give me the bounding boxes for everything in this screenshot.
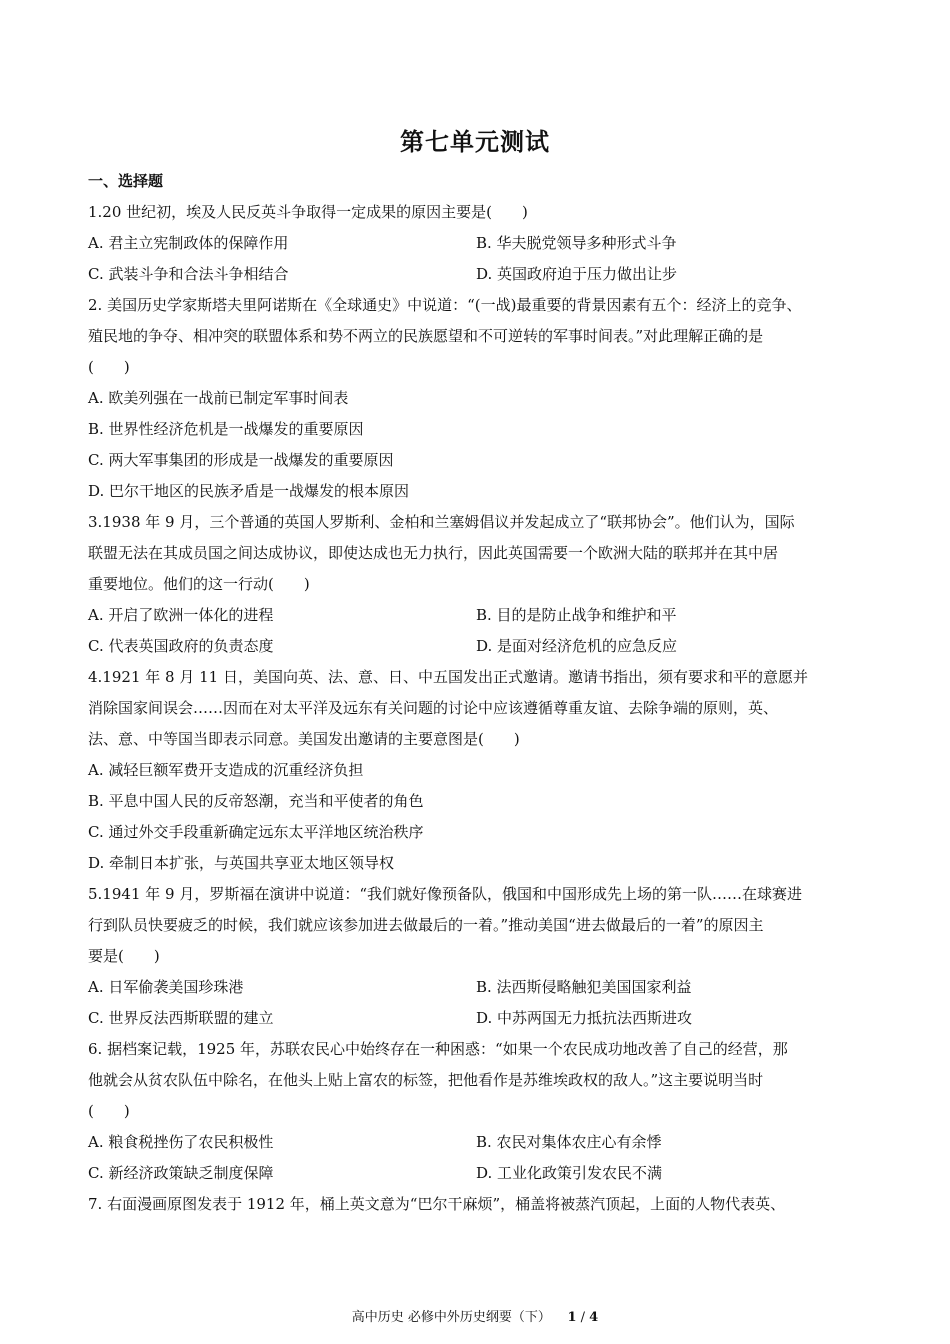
option-a: A. 开启了欧洲一体化的进程 <box>88 606 274 624</box>
option-d: D. 英国政府迫于压力做出让步 <box>476 265 678 283</box>
option-b: B. 目的是防止战争和维护和平 <box>476 606 677 624</box>
options-row <box>88 600 864 631</box>
options-row <box>88 972 864 1003</box>
question-stem-line: 1.20 世纪初，埃及人民反英斗争取得一定成果的原因主要是( ) <box>88 203 528 221</box>
option-c: C. 代表英国政府的负责态度 <box>88 637 274 655</box>
options-row <box>88 1003 864 1034</box>
question-list <box>88 197 864 1220</box>
question-stem-line: ( ) <box>88 1102 130 1120</box>
footer-subject: 高中历史 必修中外历史纲要（下） <box>351 1310 551 1325</box>
option-c: C. 新经济政策缺乏制度保障 <box>88 1164 274 1182</box>
question-stem-line: 5.1941 年 9 月，罗斯福在演讲中说道：“我们就好像预备队，俄国和中国形成先上场的第一队……在球赛进 <box>88 885 803 903</box>
question-stem-line: 行到队员快要疲乏的时候，我们就应该参加进去做最后的一着。”推动美国“进去做最后的一着”的原因主 <box>88 916 764 934</box>
option-d: D. 工业化政策引发农民不满 <box>476 1164 663 1182</box>
options-row <box>88 259 864 290</box>
question-stem-line: 要是( ) <box>88 947 160 965</box>
question-5 <box>88 879 864 1034</box>
question-stem-line: 4.1921 年 8 月 11 日，美国向英、法、意、日、中五国发出正式邀请。邀请书指出，须有要求和平的意愿并 <box>88 668 808 686</box>
option-d: D. 巴尔干地区的民族矛盾是一战爆发的根本原因 <box>88 482 410 500</box>
option-c: C. 通过外交手段重新确定远东太平洋地区统治秩序 <box>88 823 424 841</box>
option-c: C. 武装斗争和合法斗争相结合 <box>88 265 289 283</box>
page-number-separator: / <box>580 1310 586 1325</box>
option-b: B. 华夫脱党领导多种形式斗争 <box>476 234 677 252</box>
page-footer <box>0 1306 950 1325</box>
question-stem-line: 3.1938 年 9 月，三个普通的英国人罗斯利、金柏和兰塞姆倡议并发起成立了“联邦协会”。他们认为，国际 <box>88 513 795 531</box>
question-6 <box>88 1034 864 1189</box>
option-a: A. 粮食税挫伤了农民积极性 <box>88 1133 274 1151</box>
option-a: A. 减轻巨额军费开支造成的沉重经济负担 <box>88 761 364 779</box>
page-number-current: 1 <box>567 1310 577 1325</box>
question-stem-line: 消除国家间误会……因而在对太平洋及远东有关问题的讨论中应该遵循尊重友谊、去除争端的原则，英、 <box>88 699 779 717</box>
question-stem-line: 他就会从贫农队伍中除名，在他头上贴上富农的标签，把他看作是苏维埃政权的敌人。”这主要说明当时 <box>88 1071 764 1089</box>
options-row <box>88 228 864 259</box>
option-b: B. 法西斯侵略触犯美国国家利益 <box>476 978 692 996</box>
options-row <box>88 631 864 662</box>
question-stem-line: 2. 美国历史学家斯塔夫里阿诺斯在《全球通史》中说道：“(一战)最重要的背景因素有五个：经济上的竞争、 <box>88 296 802 314</box>
question-stem-line: ( ) <box>88 358 130 376</box>
option-c: C. 两大军事集团的形成是一战爆发的重要原因 <box>88 451 394 469</box>
question-7 <box>88 1189 864 1220</box>
option-a: A. 日军偷袭美国珍珠港 <box>88 978 244 996</box>
question-stem-line: 联盟无法在其成员国之间达成协议，即使达成也无力执行，因此英国需要一个欧洲大陆的联邦并在其中居 <box>88 544 779 562</box>
option-c: C. 世界反法西斯联盟的建立 <box>88 1009 274 1027</box>
option-d: D. 牵制日本扩张，与英国共享亚太地区领导权 <box>88 854 395 872</box>
question-stem-line: 殖民地的争夺、相冲突的联盟体系和势不两立的民族愿望和不可逆转的军事时间表。”对此理解正确的是 <box>88 327 764 345</box>
question-1 <box>88 197 864 290</box>
question-stem-line: 重要地位。他们的这一行动( ) <box>88 575 310 593</box>
options-row <box>88 1127 864 1158</box>
option-b: B. 世界性经济危机是一战爆发的重要原因 <box>88 420 364 438</box>
question-3 <box>88 507 864 662</box>
page-number-total: 4 <box>589 1310 599 1325</box>
option-a: A. 君主立宪制政体的保障作用 <box>88 234 289 252</box>
option-d: D. 中苏两国无力抵抗法西斯进攻 <box>476 1009 693 1027</box>
option-a: A. 欧美列强在一战前已制定军事时间表 <box>88 389 349 407</box>
question-stem-line: 法、意、中等国当即表示同意。美国发出邀请的主要意图是( ) <box>88 730 520 748</box>
question-stem-line: 7. 右面漫画原图发表于 1912 年，桶上英文意为“巴尔干麻烦”，桶盖将被蒸汽顶起，上面的人物代表英、 <box>88 1195 786 1213</box>
page-title: 第七单元测试 <box>400 128 550 156</box>
question-stem-line: 6. 据档案记载，1925 年，苏联农民心中始终存在一种困惑：“如果一个农民成功地改善了自己的经营，那 <box>88 1040 788 1058</box>
options-row <box>88 1158 864 1189</box>
question-4 <box>88 662 864 879</box>
option-b: B. 农民对集体农庄心有余悸 <box>476 1133 662 1151</box>
option-d: D. 是面对经济危机的应急反应 <box>476 637 678 655</box>
option-b: B. 平息中国人民的反帝怒潮，充当和平使者的角色 <box>88 792 424 810</box>
question-2 <box>88 290 864 507</box>
section-heading: 一、选择题 <box>88 172 164 190</box>
